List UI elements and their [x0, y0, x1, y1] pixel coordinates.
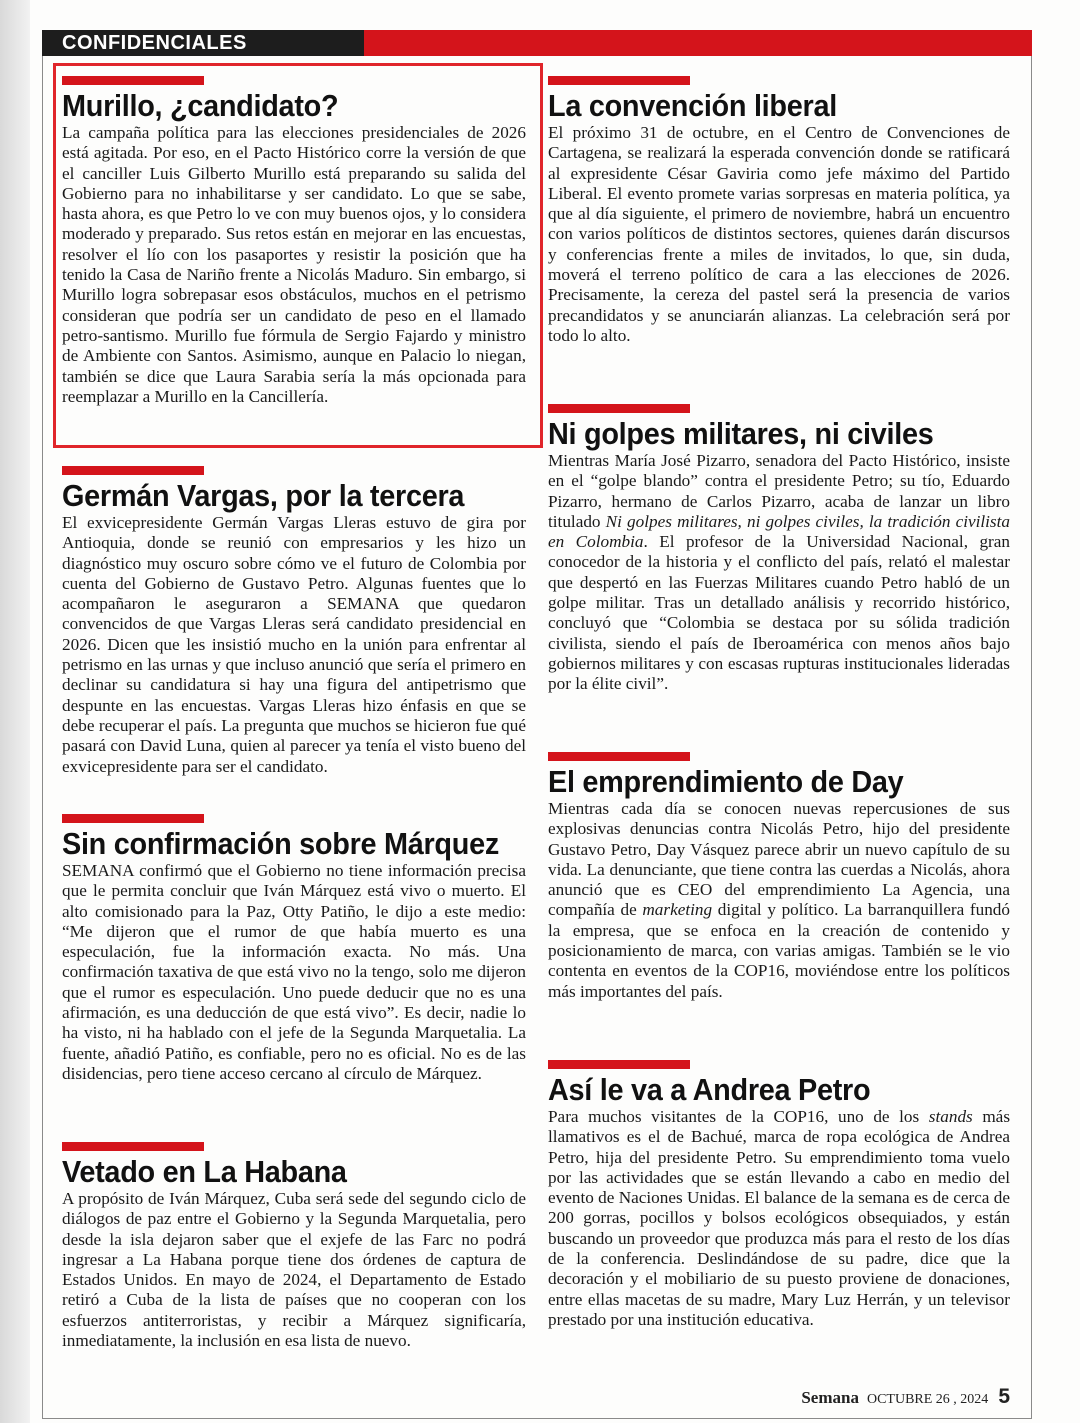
page-number: 5	[998, 1385, 1010, 1408]
section-title: CONFIDENCIALES	[62, 32, 247, 54]
article-accent-bar	[548, 752, 690, 761]
article-body-text: digital y político. La barranquillera fundó la empresa, que se enfoca en la creación de contenido y posicionamiento de marca, con varias amigas. También se le vio contenta en eventos de la COP16, moviéndose entre los políticos más importantes del país.	[548, 900, 1010, 1001]
article-vargas	[62, 466, 526, 777]
article-title: Murillo, ¿candidato?	[62, 88, 339, 123]
article-title: La convención liberal	[548, 88, 837, 123]
article-habana	[62, 1142, 526, 1351]
article-body-text: . El profesor de la Universidad Nacional, gran conocedor de la historia y el conflicto del país, relató el malestar que despertó en las Fuerzas Militares cuando Petro habló de un golpe militar. Tras un detallado análisis y recorrido histórico, concluyó que “Colombia se destaca por su sólida tradición civilista, siendo el país de Iberoamérica con menos años bajo gobiernos militares y con escasas rupturas institucionales lideradas por la élite civil”.	[548, 532, 1010, 694]
article-title: Ni golpes militares, ni civiles	[548, 416, 934, 451]
article-body: La campaña política para las elecciones presidenciales de 2026 está agitada. Por eso, en el Pacto Histórico corre la versión de que el canciller Luis Gilberto Murillo está preparando su salida del Gobierno para no inhabilitarse y ser candidato. Lo que se sabe, hasta ahora, es que Petro lo ve con muy buenos ojos, y lo considera moderado y preparado. Sus retos están en mejorar en las encuestas, resolver el lío con los pasaportes y resistir la posición que ha tenido la Casa de Nariño frente a Nicolás Maduro. Sin embargo, si Murillo logra sobrepasar esos obstáculos, muchos en el petrismo consideran que podría ser un candidato de peso en el llamado petro-santismo. Murillo fue fórmula de Sergio Fajardo y ministro de Ambiente con Santos. Asimismo, aunque en Palacio lo niegan, también se dice que Laura Sarabia sería la más opcionada para reemplazar a Murillo en la Cancillería.	[62, 123, 526, 406]
article-accent-bar	[62, 466, 204, 475]
article-body	[548, 1107, 1010, 1330]
article-body: A propósito de Iván Márquez, Cuba será sede del segundo ciclo de diálogos de paz entre el Gobierno y la Segunda Marquetalia, pero desde la isla dejaron saber que el exjefe de las Farc no podrá ingresar a La Habana porque tiene dos órdenes de captura de Estados Unidos. En mayo de 2024, el Departamento de Estado retiró a Cuba de la lista de países que no cooperan con los esfuerzos antiterroristas, y recibir a Márquez significaría, inmediatamente, la inclusión en esa lista de nuevo.	[62, 1189, 526, 1351]
section-tag	[42, 30, 364, 56]
article-marquez	[62, 814, 526, 1084]
article-accent-bar	[548, 404, 690, 413]
article-body-text: Mientras cada día se conocen nuevas repercusiones de sus explosivas denuncias contra Nicolás Petro, hijo del presidente Gustavo Petro, Day Vásquez parece abrir un nuevo capítulo de su vida. La denunciante, que tiene contra las cuerdas a Nicolás, ahora anunció que es CEO del emprendimiento La Agencia, una compañía de	[548, 799, 1010, 920]
section-header	[42, 30, 1032, 56]
article-body: SEMANA confirmó que el Gobierno no tiene información precisa que le permita concluir que Iván Márquez está vivo o muerto. El alto comisionado para la Paz, Otty Patiño, le dijo a este medio: “Me dijeron que el rumor de que había muerto es una especulación, fue la información exacta. No más. Una confirmación taxativa de que está vivo no la tengo, solo me dijeron que el rumor es especulación. Uno puede deducir que no es una afirmación, es una deducción de que está vivo”. Es decir, nadie lo ha visto, ni ha hablado con el jefe de la Segunda Marquetalia. La fuente, añadió Patiño, es confiable, pero no es oficial. No es de las disidencias, pero tiene acceso cercano al círculo de Márquez.	[62, 861, 526, 1083]
article-andrea	[548, 1060, 1010, 1330]
article-title: Así le va a Andrea Petro	[548, 1072, 871, 1107]
article-accent-bar	[548, 1060, 690, 1069]
article-body	[548, 451, 1010, 695]
article-accent-bar	[62, 1142, 204, 1151]
article-body-text: más llamativos es el de Bachué, marca de ropa ecológica de Andrea Petro, hija del presidente Petro. Su emprendimiento toma vuelo por las actividades que se están llevando a cabo en medio del evento de Naciones Unidas. El balance de la semana es de cerca de 200 gorras, pocillos y bolsos ecológicos obsequiados, y están buscando un proveedor que produzca más para el resto de los días de la conferencia. Deslindándose de su padre, dice que la decoración y el mobiliario de su puesto proviene de donaciones, entre ellas macetas de su madre, Mary Luz Herrán, y un televisor prestado por una institución educativa.	[548, 1107, 1011, 1329]
issue-date: OCTUBRE 26 , 2024	[866, 1392, 989, 1407]
article-convencion	[548, 76, 1010, 346]
article-body: El próximo 31 de octubre, en el Centro de Convenciones de Cartagena, se realizará la esperada convención donde se ratificará al expresidente César Gaviria como jefe máximo del Partido Liberal. El evento promete varias sorpresas en materia política, ya que al día siguiente, el primero de noviembre, habrá un encuentro con varios políticos de distintos sectores, quienes darán discursos y conferencias frente a miles de invitados, lo que, sin duda, moverá el terreno político de cara a las elecciones de 2026. Precisamente, la cereza del pastel será la presencia de varios precandidatos y se anunciarán alianzas. La celebración será por todo lo alto.	[548, 123, 1010, 345]
article-body: El exvicepresidente Germán Vargas Lleras estuvo de gira por Antioquia, donde se reunió con empresarios y les hizo un diagnóstico muy oscuro sobre cómo ve el futuro de Colombia por cuenta del Gobierno de Gustavo Petro. Algunas fuentes que lo acompañaron le aseguraron a SEMANA que quedaron convencidos de que Vargas Lleras será candidato presidencial en 2026. Dicen que les insistió mucho en la unión para enfrentar al petrismo en las urnas y que incluso anunció que sería el primero en declinar su candidatura si hay una figura del antipetrismo que despunte en las encuestas. Vargas Lleras hizo énfasis en que se debe recuperar el país. La pregunta que muchos se hicieron fue qué pasará con David Luna, quien al parecer ya tenía el visto bueno del exvicepresidente para ser el candidato.	[62, 513, 526, 776]
article-body-text: Para muchos visitantes de la COP16, uno de los	[548, 1107, 929, 1126]
article-golpes	[548, 404, 1010, 695]
page-footer	[801, 1385, 1010, 1409]
article-body-text: Mientras María José Pizarro, senadora del Pacto Histórico, insiste en el “golpe blando” contra el presidente Petro; su tío, Eduardo Pizarro, hermano de Carlos Pizarro, acaba de lanzar un libro titulado	[548, 451, 1010, 531]
article-day	[548, 752, 1010, 1002]
article-title: Sin confirmación sobre Márquez	[62, 826, 499, 861]
article-accent-bar	[62, 814, 204, 823]
article-accent-bar	[548, 76, 690, 85]
page-binding-shadow	[0, 0, 30, 1423]
book-title: Ni golpes militares, ni golpes civiles, la tradición civilista en Colombia	[548, 511, 1010, 552]
article-body	[548, 799, 1010, 1002]
article-title: El emprendimiento de Day	[548, 764, 904, 799]
magazine-name: Semana	[801, 1388, 859, 1407]
article-title: Germán Vargas, por la tercera	[62, 478, 465, 513]
emphasis-text: stands	[928, 1107, 973, 1126]
emphasis-text: marketing	[642, 900, 713, 920]
article-title: Vetado en La Habana	[62, 1154, 347, 1189]
highlight-box	[53, 63, 543, 448]
